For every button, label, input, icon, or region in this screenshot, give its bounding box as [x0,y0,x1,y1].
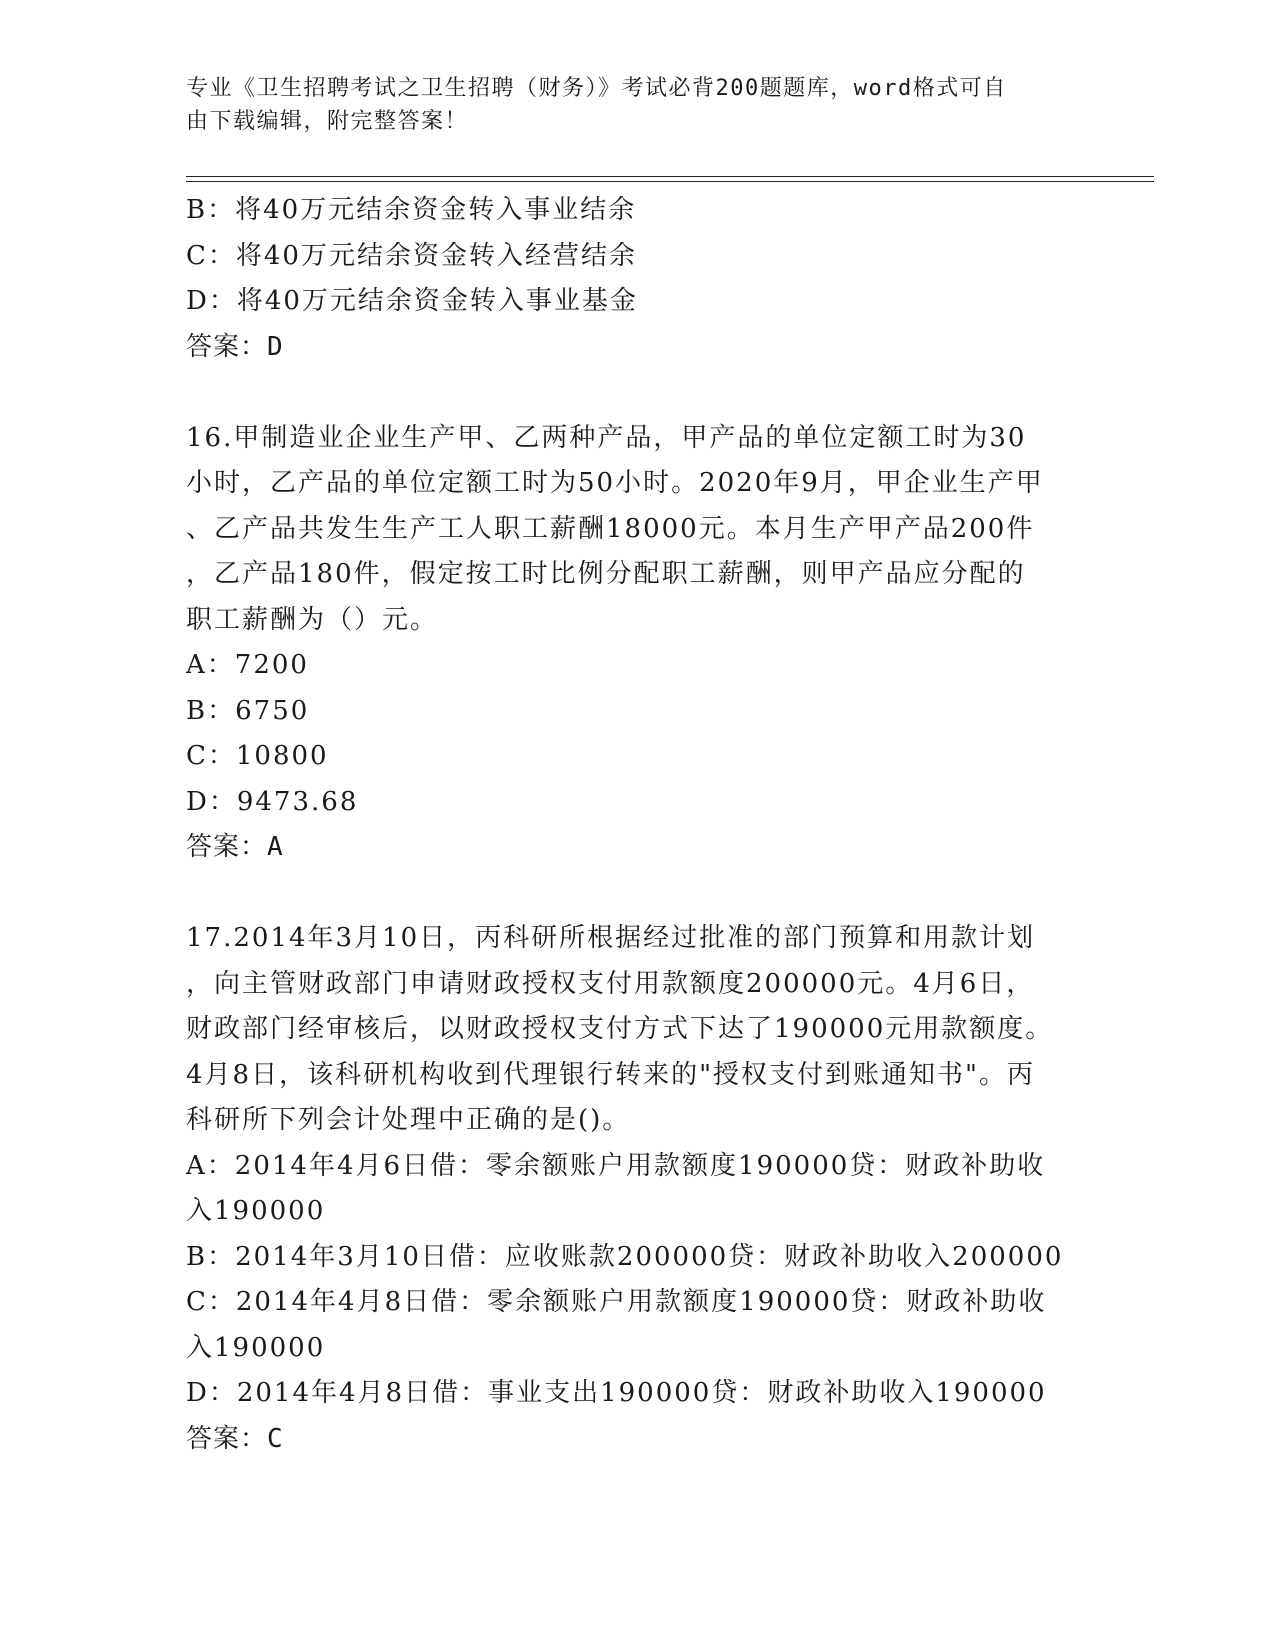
q17-option-d: D：2014年4月8日借：事业支出190000贷：财政补助收入190000 [186,1378,1047,1408]
q17-text-line: 财政部门经审核后，以财政授权支付方式下达了190000元用款额度。 [186,1014,1054,1044]
q16-option-b: B：6750 [186,695,310,726]
header-rule-top [186,176,1154,177]
q16-text-line: 职工薪酬为（）元。 [186,604,439,635]
q16-text-line: 16.甲制造业企业生产甲、乙两种产品，甲产品的单位定额工时为30 [186,422,1027,453]
document-header [186,72,1066,138]
q16-option-d: D：9473.68 [186,786,359,817]
question-16 [186,416,1086,871]
q16-answer: 答案：A [186,832,284,862]
question-15-tail [186,188,1086,370]
header-line-1: 专业《卫生招聘考试之卫生招聘（财务）》考试必背200题题库，word格式可自 [186,76,1007,101]
spacer [186,871,1086,917]
q17-option-a: A：2014年4月6日借：零余额账户用款额度190000贷：财政补助收 [186,1150,1046,1181]
header-line-2: 由下载编辑，附完整答案！ [186,109,469,134]
q16-text-line: ，乙产品180件，假定按工时比例分配职工薪酬，则甲产品应分配的 [186,559,1026,589]
q15-answer: 答案：D [186,331,284,362]
q17-option-b: B：2014年3月10日借：应收账款200000贷：财政补助收入200000 [186,1241,1064,1272]
q17-option-c-cont: 入190000 [186,1332,326,1363]
q17-option-c: C：2014年4月8日借：零余额账户用款额度190000贷：财政补助收 [186,1287,1047,1317]
q16-option-a: A：7200 [186,650,309,680]
q17-text-line: 科研所下列会计处理中正确的是()。 [186,1105,631,1135]
q15-option-d: D：将40万元结余资金转入事业基金 [186,286,638,316]
q17-option-a-cont: 入190000 [186,1196,326,1226]
q15-option-b: B：将40万元结余资金转入事业结余 [186,195,637,225]
q17-answer: 答案：C [186,1423,284,1454]
q16-option-c: C：10800 [186,741,329,771]
header-rule-bottom [186,181,1154,182]
q16-text-line: 、乙产品共发生生产工人职工薪酬18000元。本月生产甲产品200件 [186,513,1035,544]
document-body [186,188,1086,1462]
q17-text-line: ，向主管财政部门申请财政授权支付用款额度200000元。4月6日， [186,968,1035,999]
question-17 [186,916,1086,1462]
spacer [186,370,1086,416]
q17-text-line: 4月8日，该科研机构收到代理银行转来的"授权支付到账通知书"。丙 [186,1059,1036,1090]
q16-text-line: 小时，乙产品的单位定额工时为50小时。2020年9月，甲企业生产甲 [186,468,1044,498]
q17-text-line: 17.2014年3月10日，丙科研所根据经过批准的部门预算和用款计划 [186,923,1036,953]
q15-option-c: C：将40万元结余资金转入经营结余 [186,240,637,271]
